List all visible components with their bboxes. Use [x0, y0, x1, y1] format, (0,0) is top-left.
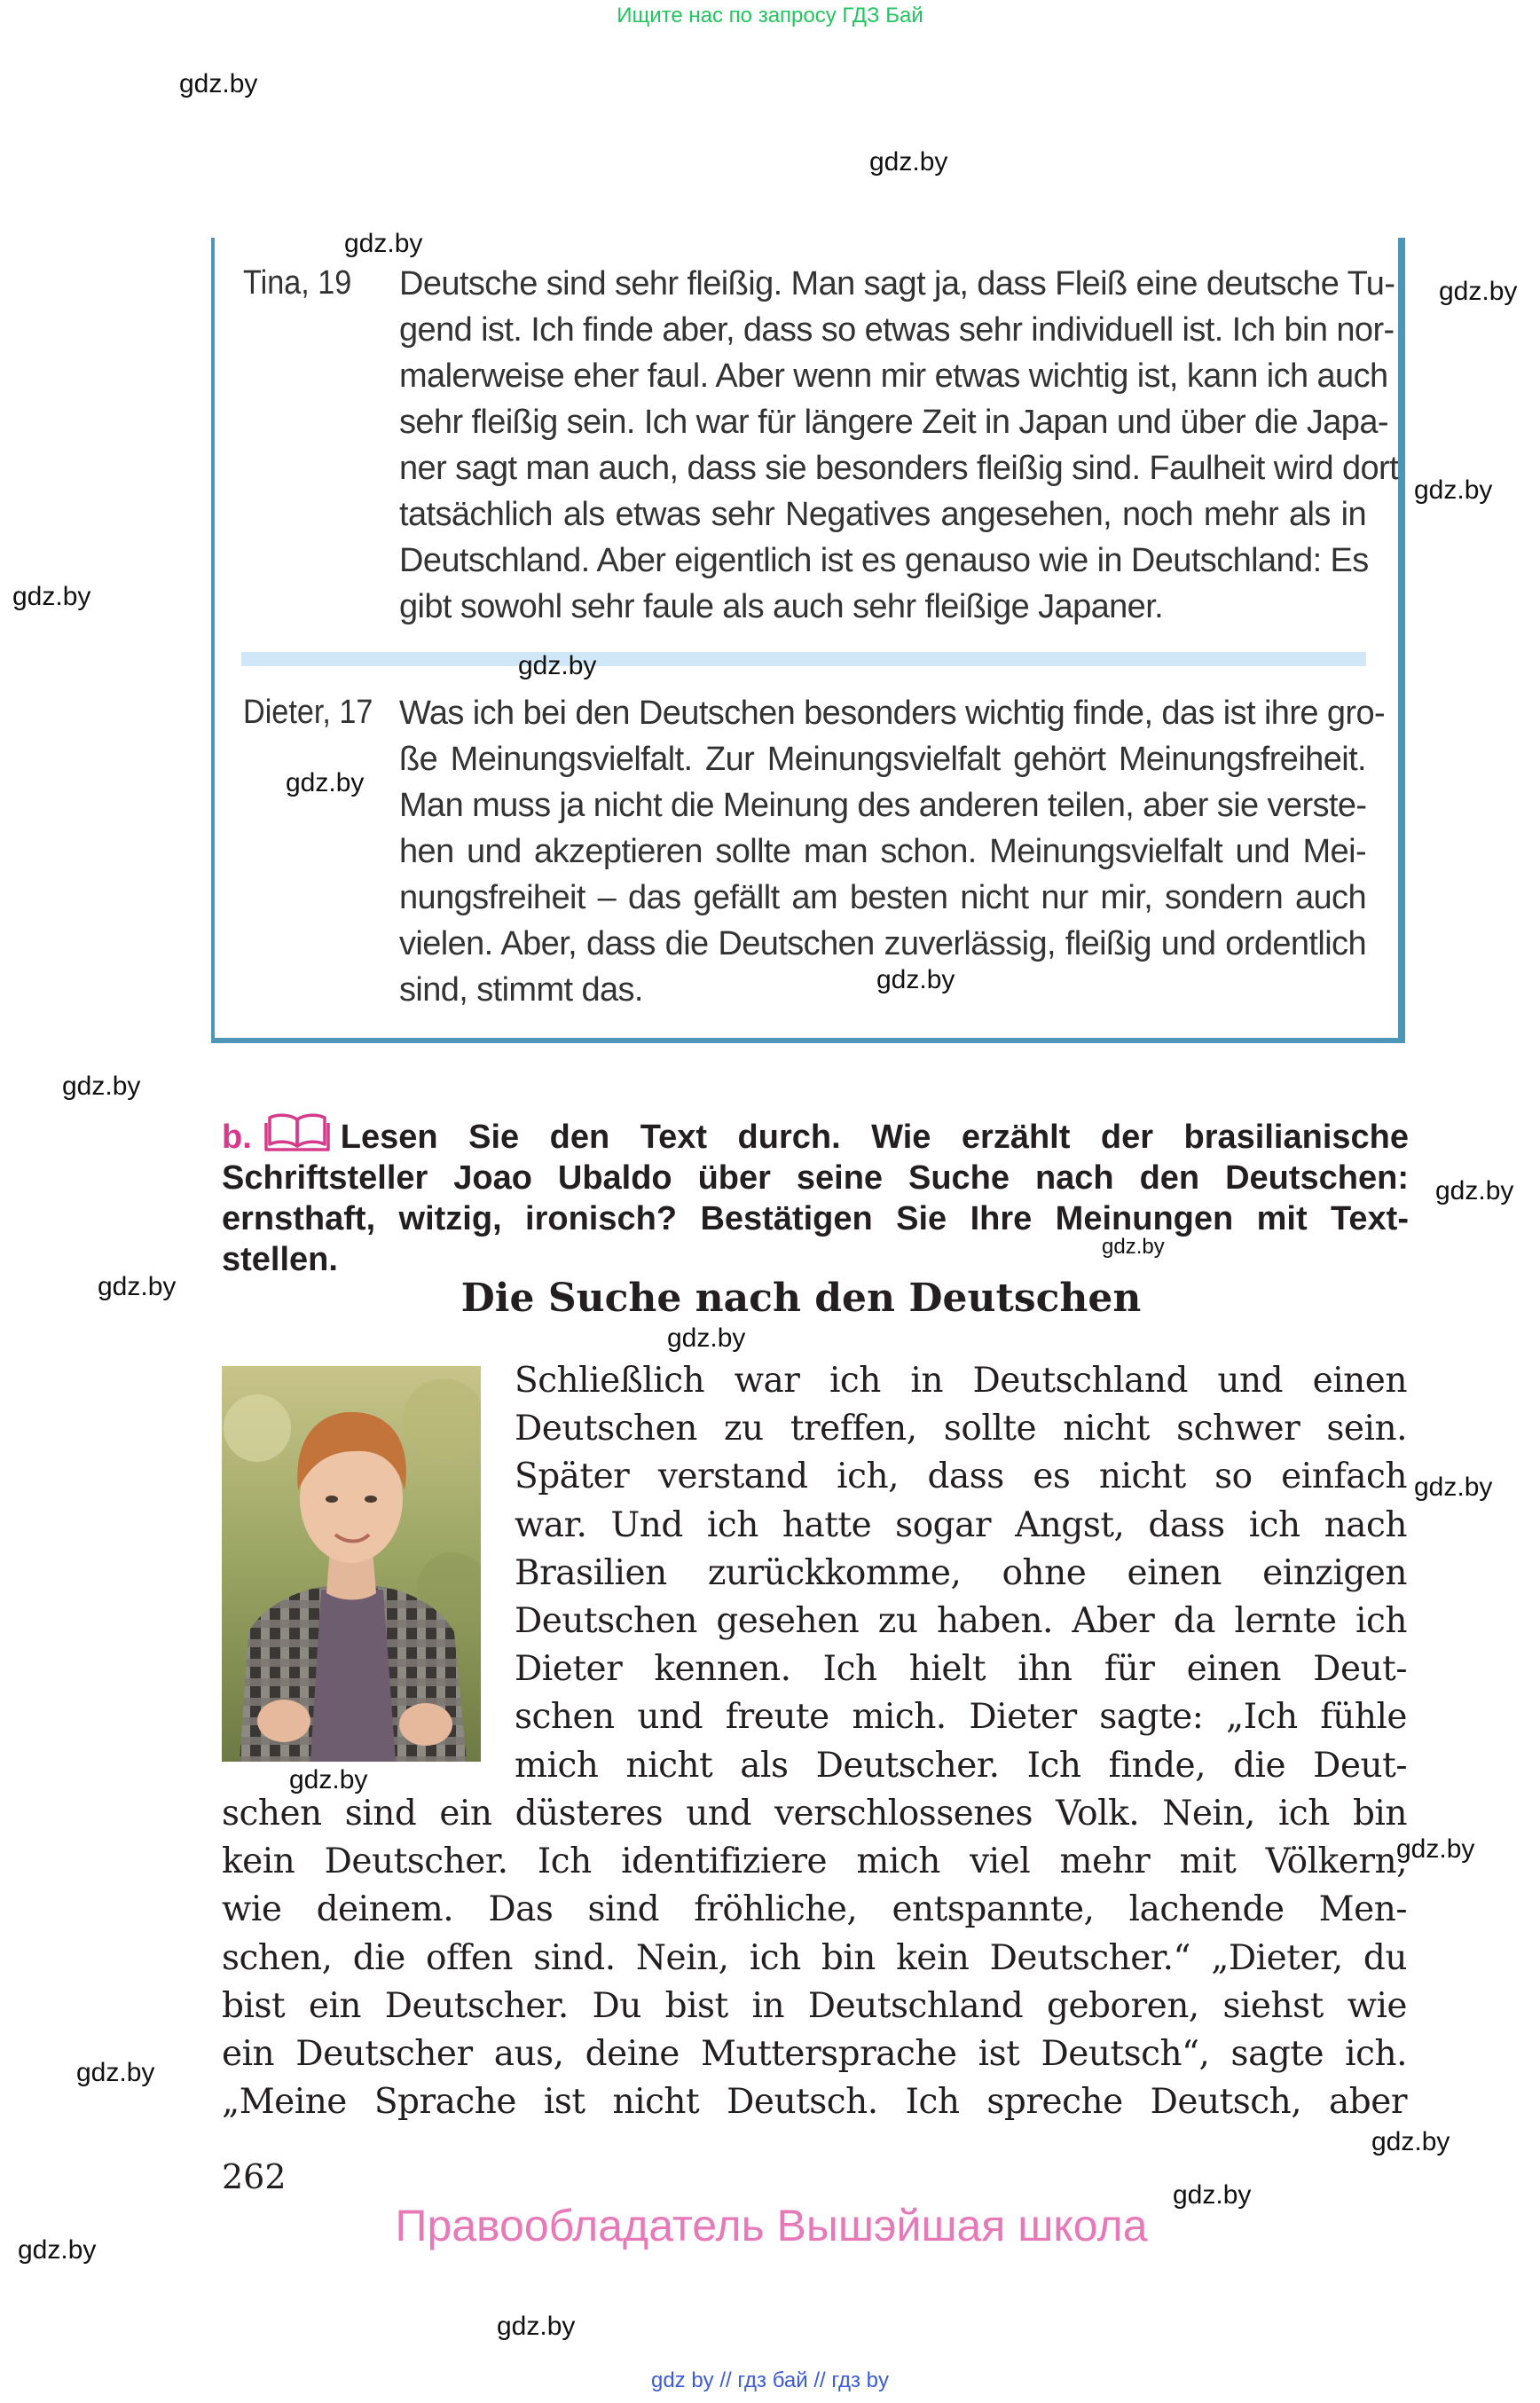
- watermark: gdz.by: [1439, 277, 1518, 306]
- footer-links[interactable]: gdz by // гдз бай // гдз by: [650, 2368, 890, 2392]
- entry-text-dieter: Was ich bei den Deutschen besonders wichtig finde, das ist ihre gro- ße Meinungsvielfalt. Zur Meinungsvielfalt gehört Meinungsfreiheit. Man muss ja nicht die Meinung des anderen teilen, aber sie verste- hen und akzeptieren sollte man schon. Meinungsvielfalt und Mei- nungsfreiheit – das gefällt am besten nicht nur mir, sondern auch vielen. Aber, dass die Deutschen zuverlässig, fleißig und ordentlich sind, stimmt das.: [399, 695, 1386, 1009]
- page-number: 262: [222, 2157, 287, 2196]
- watermark: gdz.by: [1435, 1176, 1514, 1205]
- entry-text-tina: Deutsche sind sehr fleißig. Man sagt ja, dass Fleiß eine deutsche Tu- gend ist. Ich finde aber, dass so etwas sehr individuell ist. Ich bin nor- malerweise eher faul. Aber wenn mir etwas wichtig ist, kann ich auch sehr fleißig sein. Ich war für längere Zeit in Japan und über die Japa- ner sagt man auch, dass sie besonders fleißig sind. Faulheit wird dort tatsächlich als etwas sehr Negatives angesehen, noch mehr als in Deutschland. Aber eigentlich ist es genauso wie in Deutschland: Es gibt sowohl sehr faule als auch sehr fleißige Japaner.: [399, 265, 1399, 625]
- watermark: gdz.by: [1414, 475, 1493, 505]
- watermark: gdz.by: [1102, 1235, 1165, 1259]
- task-letter: b.: [222, 1119, 252, 1156]
- quotes-divider: [241, 652, 1366, 666]
- watermark: gdz.by: [1414, 1472, 1493, 1502]
- watermark: gdz.by: [1173, 2180, 1252, 2210]
- watermark: gdz.by: [1371, 2127, 1450, 2156]
- watermark: gdz.by: [497, 2312, 576, 2341]
- watermark: gdz.by: [876, 965, 955, 994]
- watermark: gdz.by: [286, 768, 365, 797]
- entry-name-dieter: Dieter, 17: [243, 694, 373, 731]
- watermark: gdz.by: [1396, 1834, 1475, 1864]
- rights-holder: Правообладатель Вышэйшая школа: [395, 2201, 1148, 2250]
- task-line-3: ernsthaft, witzig, ironisch? Bestätigen Sie Ihre Meinungen mit Text-: [222, 1200, 1409, 1237]
- task-line-4: stellen.: [222, 1241, 338, 1278]
- watermark: gdz.by: [869, 147, 948, 177]
- task-line-1: Lesen Sie den Text durch. Wie erzählt der brasilianische: [340, 1119, 1409, 1156]
- watermark: gdz.by: [12, 582, 91, 611]
- story-paragraph-top: Schließlich war ich in Deutschland und einen Deutschen zu treffen, sollte nicht schwer sein. Später verstand ich, dass es nicht so einfach war. Und ich hatte sogar Angst, dass ich nach Brasilien zurückkomme, ohne einen einzigen Deutschen gesehen zu haben. Aber da lernte ich Dieter kennen. Ich hielt ihn für einen Deut- schen und freute mich. Dieter sagte: „Ich fühle mich nicht als Deutscher. Ich finde, die Deut-: [515, 1361, 1407, 1786]
- watermark: gdz.by: [98, 1272, 177, 1301]
- boy-photo: [222, 1366, 481, 1762]
- story-paragraph-bottom: schen sind ein düsteres und verschlossenes Volk. Nein, ich bin kein Deutscher. Ich identifiziere mich viel mehr mit Völkern, wie deinem. Das sind fröhliche, entspannte, lachende Men- schen, die offen sind. Nein, ich bin kein Deutscher.“ „Dieter, du bist ein Deutscher. Du bist in Deutschland geboren, siehst wie ein Deutscher aus, deine Muttersprache ist Deutsch“, sagte ich. „Meine Sprache ist nicht Deutsch. Ich spreche Deutsch, aber: [222, 1794, 1407, 2123]
- watermark: gdz.by: [62, 1072, 141, 1101]
- watermark: gdz.by: [179, 69, 258, 98]
- header-search-hint[interactable]: Ищите нас по запросу ГДЗ Бай: [617, 4, 923, 27]
- watermark: gdz.by: [344, 229, 423, 258]
- watermark: gdz.by: [76, 2058, 155, 2087]
- watermark: gdz.by: [518, 651, 597, 680]
- watermark: gdz.by: [18, 2235, 97, 2265]
- watermark: gdz.by: [289, 1765, 368, 1794]
- task-line-2: Schriftsteller Joao Ubaldo über seine Suche nach den Deutschen:: [222, 1159, 1409, 1197]
- watermark: gdz.by: [667, 1323, 746, 1353]
- open-book-icon: [264, 1111, 330, 1151]
- story-title: Die Suche nach den Deutschen: [460, 1276, 1142, 1321]
- entry-name-tina: Tina, 19: [243, 264, 352, 302]
- task-b: [222, 1111, 1409, 1280]
